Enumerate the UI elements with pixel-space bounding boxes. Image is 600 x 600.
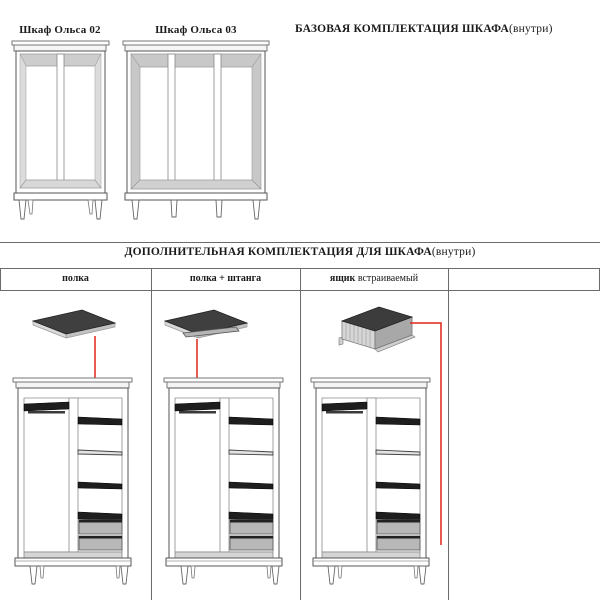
column-divider-1	[151, 268, 152, 600]
panel-shelf-rod-diagram	[153, 295, 293, 595]
wardrobe-03-drawing	[120, 40, 272, 222]
wardrobe-03-label: Шкаф Ольса 03	[155, 24, 237, 36]
column-header-shelf-rod: полка + штанга	[189, 273, 262, 284]
additional-config-title-text: ДОПОЛНИТЕЛЬНАЯ КОМПЛЕКТАЦИЯ ДЛЯ ШКАФА	[124, 246, 432, 258]
section-divider-line	[0, 242, 600, 243]
column-divider-2	[300, 268, 301, 600]
wardrobe-02-label: Шкаф Ольса 02	[19, 24, 101, 36]
floating-drawer-box	[339, 307, 415, 352]
column-header-drawer: ящик встраиваемый	[329, 273, 419, 284]
wardrobe-02-drawing	[8, 40, 112, 222]
base-config-title-text: БАЗОВАЯ КОМПЛЕКТАЦИЯ ШКАФА	[295, 23, 509, 35]
panel-drawer-diagram	[305, 295, 450, 595]
floating-shelf	[33, 310, 115, 338]
additional-config-title	[0, 246, 600, 258]
additional-config-title-note: (внутри)	[431, 246, 476, 258]
base-config-title-note: (внутри)	[508, 23, 553, 35]
panel-shelf-diagram	[10, 295, 145, 595]
column-header-shelf: полка	[62, 273, 89, 284]
base-config-title	[295, 23, 553, 35]
column-header-empty	[448, 269, 600, 289]
